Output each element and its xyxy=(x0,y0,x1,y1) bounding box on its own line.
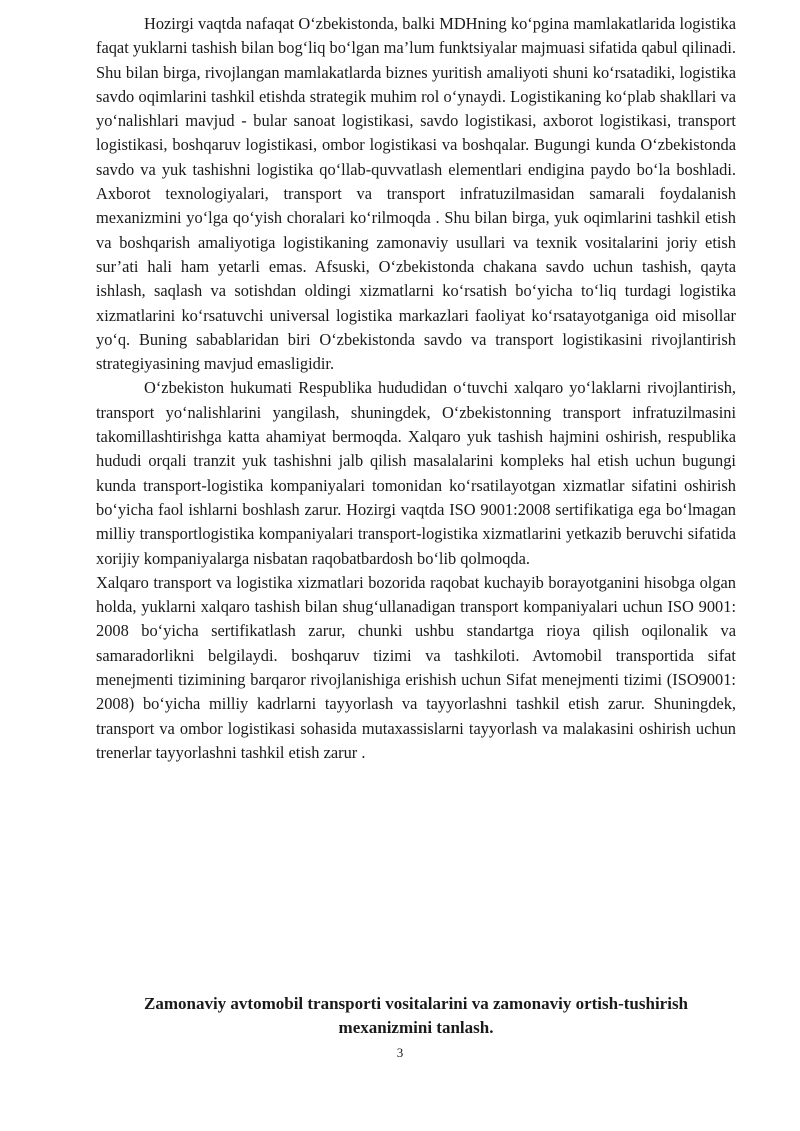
paragraph-government-initiatives: O‘zbekiston hukumati Respublika hududidan o‘tuvchi xalqaro yo‘laklarni rivojlantirish, transport yo‘nalishlarini yangilash, shuningdek, O‘zbekistonning transport infratuzilmasini takomillashtirishga katta ahamiyat bermoqda. Xalqaro yuk tashish hajmini oshirish, respublika hududi orqali tranzit yuk tashishni jalb qilish masalalarini kompleks hal etish uchun bugungi kunda transport-logistika kompaniyalari tomonidan ko‘rsatilayotgan xizmatlar sifatini oshirish bo‘yicha faol ishlarni boshlash zarur. Hozirgi vaqtda ISO 9001:2008 sertifikatiga ega bo‘lmagan milliy transportlogistika kompaniyalari transport-logistika xizmatlarini yetkazib beruvchi sifatida xorijiy kompaniyalarga nisbatan raqobatbardosh bo‘lib qolmoqda. xyxy=(96,378,736,568)
paragraph-iso-certification: Xalqaro transport va logistika xizmatlari bozorida raqobat kuchayib borayotganini hisobga olgan holda, yuklarni xalqaro tashish bilan shug‘ullanadigan transport kompaniyalari uchun ISO 9001: 2008 bo‘yicha sertifikatlash zarur, chunki ushbu standartga rioya qilish oqilonalik va samaradorlikni belgilaydi. boshqaruv tizimi va tashkiloti. Avtomobil transportida sifat menejmenti tizimining barqaror rivojlanishiga erishish uchun Sifat menejmenti tizimi (ISO9001: 2008) bo‘yicha milliy kadrlarni tayyorlash va tayyorlashni tashkil etish zarur. Shuningdek, transport va ombor logistikasi sohasida mutaxassislarni tayyorlash va malakasini oshirish uchun trenerlar tayyorlashni tashkil etish zarur . xyxy=(96,572,736,762)
section-heading: Zamonaviy avtomobil transporti vositalarini va zamonaviy ortish-tushirish mexanizmini tanlash. xyxy=(143,994,689,1037)
paragraph-logistics-overview: Hozirgi vaqtda nafaqat O‘zbekistonda, balki MDHning ko‘pgina mamlakatlarida logistika faqat yuklarni tashish bilan bog‘liq bo‘lgan ma’lum funktsiyalar majmuasi sifatida qabul qilinadi. Shu bilan birga, rivojlangan mamlakatlarda biznes yuritish amaliyoti shuni ko‘rsatadiki, logistika savdo oqimlarini tashkil etishda strategik muhim rol o‘ynaydi. Logistikaning ko‘plab shakllari va yo‘nalishlari mavjud - bular sanoat logistikasi, savdo logistikasi, axborot logistikasi, transport logistikasi, boshqaruv logistikasi, ombor logistikasi va boshqalar. Bugungi kunda O‘zbekistonda savdo va yuk tashishni logistika qo‘llab-quvvatlash elementlari endigina paydo bo‘la boshladi. Axborot texnologiyalari, transport va transport infratuzilmasidan samarali foydalanish mexanizmini yo‘lga qo‘yish choralari ko‘rilmoqda . Shu bilan birga, yuk oqimlarini tashkil etish va boshqarish amaliyotiga logistikaning zamonaviy usullari va texnik vositalarini joriy etish sur’ati hali ham yetarli emas. Afsuski, O‘zbekistonda chakana savdo uchun tashish, qayta ishlash, saqlash va sotishdan oldingi xizmatlarni ko‘rsatish bo‘yicha to‘liq turdagi logistika xizmatlarini ko‘rsatuvchi universal logistika markazlari faoliyat ko‘rsatayotganiga oid misollar yo‘q. Buning sabablaridan biri O‘zbekistonda savdo va transport logistikasini rivojlantirish strategiyasining mavjud emasligidir. xyxy=(96,14,737,374)
page-number: 3 xyxy=(396,1045,404,1060)
document-body xyxy=(96,12,736,765)
